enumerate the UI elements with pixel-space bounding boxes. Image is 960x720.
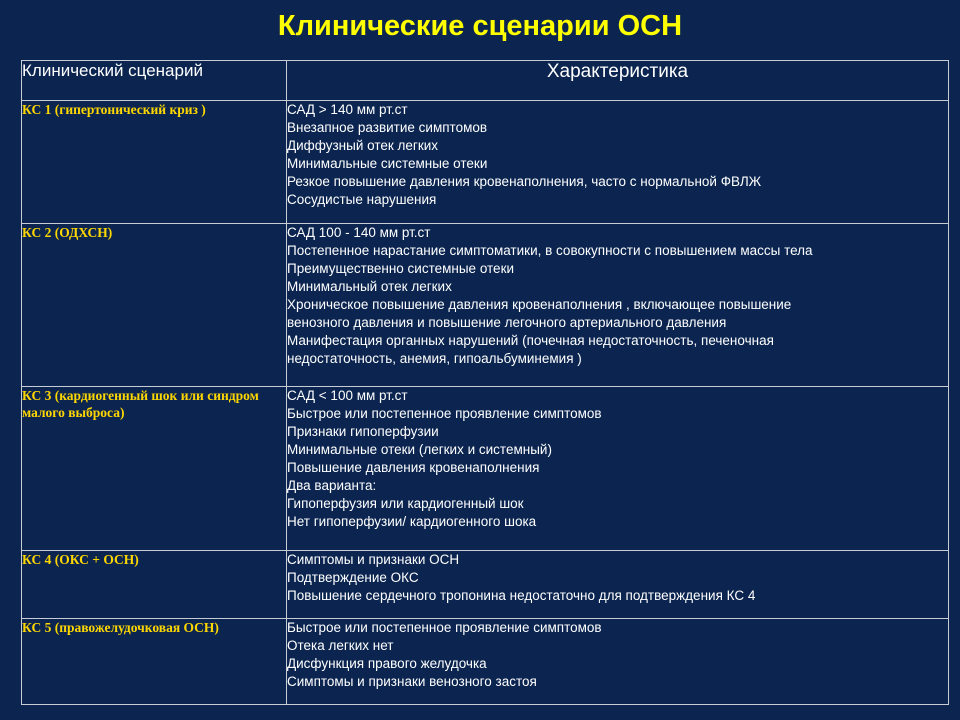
table-row <box>22 101 949 224</box>
characteristic-line: Повышение сердечного тропонина недостаточно для подтверждения КС 4 <box>287 588 756 603</box>
scenario-cell: КС 5 (правожелудочковая ОСН) <box>22 619 287 705</box>
header-characteristic: Характеристика <box>287 61 949 101</box>
characteristic-line: Диффузный отек легких <box>287 138 439 153</box>
characteristic-line: САД < 100 мм рт.ст <box>287 388 408 403</box>
characteristic-cell <box>287 224 949 387</box>
characteristic-line: САД > 140 мм рт.ст <box>287 102 408 117</box>
characteristic-line: САД 100 - 140 мм рт.ст <box>287 225 431 240</box>
characteristic-line: Хроническое повышение давления кровенаполнения , включающее повышение <box>287 297 792 312</box>
characteristic-line: Симптомы и признаки венозного застоя <box>287 674 537 689</box>
characteristic-cell <box>287 551 949 619</box>
characteristic-line: недостаточность, анемия, гипоальбуминемия ) <box>287 351 582 366</box>
characteristic-line: венозного давления и повышение легочного артериального давления <box>287 315 727 330</box>
table-row <box>22 387 949 551</box>
table-row <box>22 619 949 705</box>
characteristic-line: Внезапное развитие симптомов <box>287 120 488 135</box>
header-scenario: Клинический сценарий <box>22 61 287 101</box>
characteristic-line: Отека легких нет <box>287 638 394 653</box>
characteristic-line: Сосудистые нарушения <box>287 192 437 207</box>
scenario-cell: КС 4 (ОКС + ОСН) <box>22 551 287 619</box>
characteristic-line: Симптомы и признаки ОСН <box>287 552 460 567</box>
characteristic-line: Быстрое или постепенное проявление симптомов <box>287 620 602 635</box>
slide-title: Клинические сценарии ОСН <box>277 10 683 42</box>
scenario-cell: КС 1 (гипертонический криз ) <box>22 101 287 224</box>
characteristic-line: Преимущественно системные отеки <box>287 261 515 276</box>
header-row <box>22 61 949 101</box>
characteristic-line: Минимальный отек легких <box>287 279 452 294</box>
characteristic-line: Гипоперфузия или кардиогенный шок <box>287 496 524 511</box>
characteristic-line: Подтверждение ОКС <box>287 570 419 585</box>
characteristic-line: Два варианта: <box>287 478 377 493</box>
characteristic-line: Резкое повышение давления кровенаполнения, часто с нормальной ФВЛЖ <box>287 174 762 189</box>
characteristic-line: Быстрое или постепенное проявление симптомов <box>287 406 602 421</box>
characteristic-cell <box>287 101 949 224</box>
characteristic-line: Минимальные отеки (легких и системный) <box>287 442 552 457</box>
scenario-cell: КС 2 (ОДХСН) <box>22 224 287 387</box>
table-row <box>22 551 949 619</box>
characteristic-line: Постепенное нарастание симптоматики, в совокупности с повышением массы тела <box>287 243 813 258</box>
characteristic-cell <box>287 387 949 551</box>
characteristic-line: Нет гипоперфузии/ кардиогенного шока <box>287 514 537 529</box>
scenarios-table <box>21 60 949 705</box>
characteristic-line: Дисфункция правого желудочка <box>287 656 487 671</box>
scenario-cell: КС 3 (кардиогенный шок или синдром малого выброса) <box>22 387 287 551</box>
characteristic-line: Минимальные системные отеки <box>287 156 488 171</box>
characteristic-line: Признаки гипоперфузии <box>287 424 439 439</box>
characteristic-cell <box>287 619 949 705</box>
table-row <box>22 224 949 387</box>
characteristic-line: Манифестация органных нарушений (почечная недостаточность, печеночная <box>287 333 774 348</box>
characteristic-line: Повышение давления кровенаполнения <box>287 460 540 475</box>
